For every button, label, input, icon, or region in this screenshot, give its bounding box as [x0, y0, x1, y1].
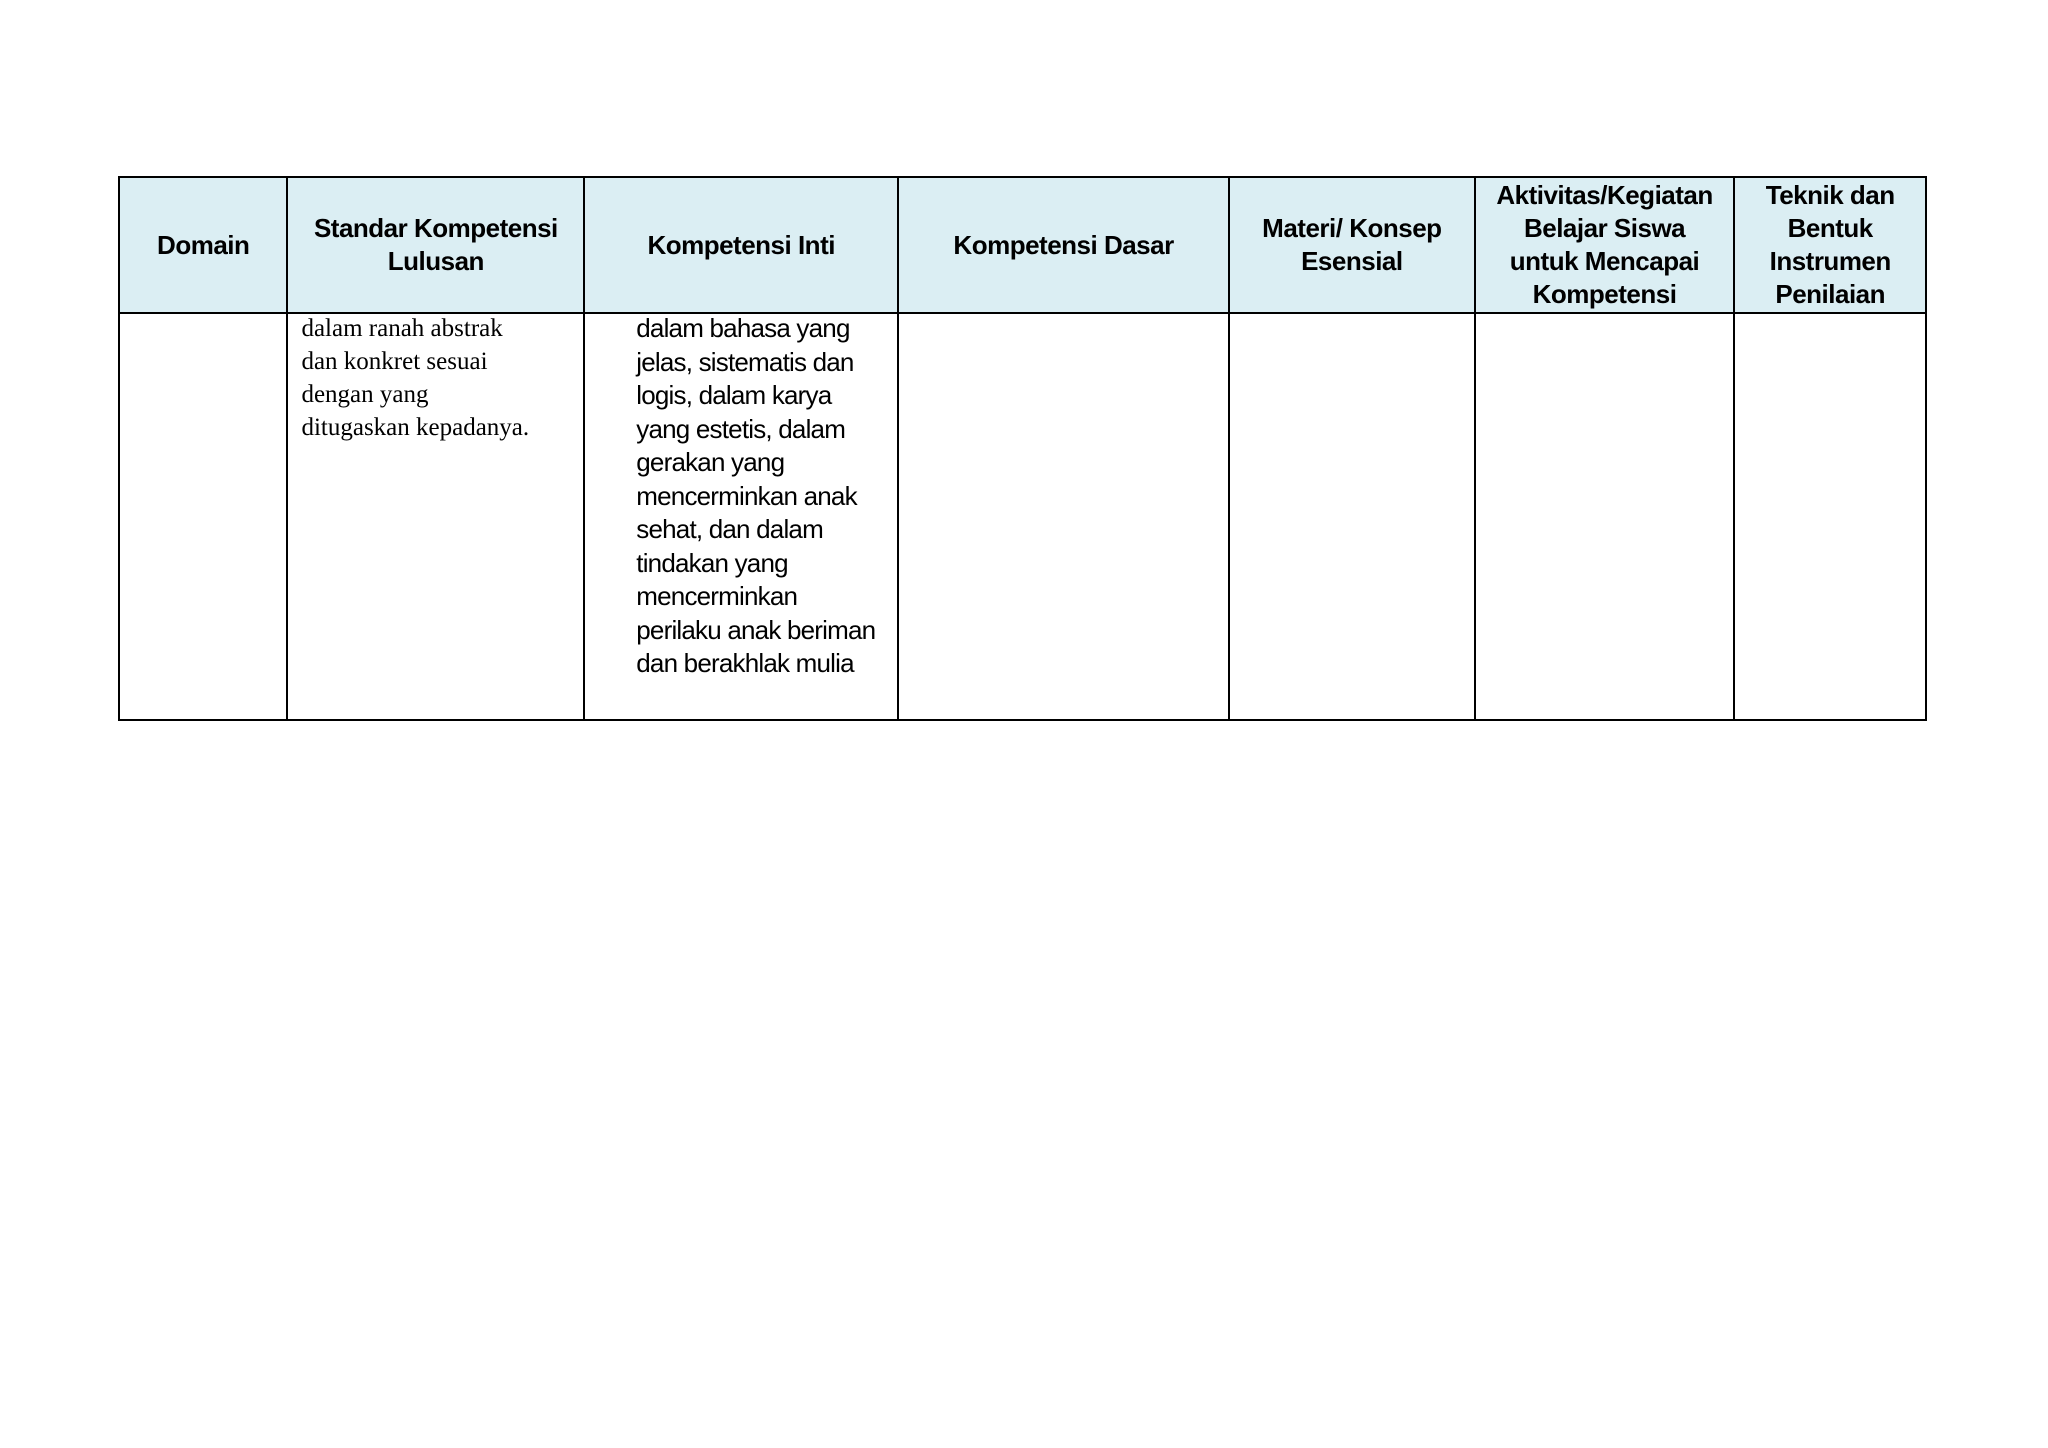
header-teknik-label: Teknik dan Bentuk Instrumen Penilaian	[1765, 180, 1895, 309]
competency-table	[118, 176, 1927, 721]
cell-skl-text: dalam ranah abstrak dan konkret sesuai dengan yang ditugaskan kepadanya.	[301, 315, 530, 441]
table-header	[119, 177, 1926, 313]
header-domain	[119, 177, 287, 313]
header-materi	[1229, 177, 1475, 313]
header-domain-label: Domain	[157, 229, 250, 260]
header-kd	[898, 177, 1229, 313]
header-skl-label: Standar Kompetensi Lulusan	[313, 213, 558, 276]
header-aktivitas-label: Aktivitas/Kegiatan Belajar Siswa untuk Mencapai Kompetensi	[1496, 180, 1713, 309]
header-materi-label: Materi/ Konsep Esensial	[1262, 213, 1442, 276]
header-row	[119, 177, 1926, 313]
cell-skl	[287, 313, 584, 720]
cell-aktivitas	[1475, 313, 1735, 720]
cell-domain	[119, 313, 287, 720]
header-teknik	[1734, 177, 1926, 313]
header-aktivitas	[1475, 177, 1735, 313]
cell-ki-text: dalam bahasa yang jelas, sistematis dan logis, dalam karya yang estetis, dalam gerakan yang mencerminkan anak sehat, dan dalam tindakan yang mencerminkan perilaku anak beriman dan berakhlak mulia	[636, 313, 876, 678]
table-body	[119, 313, 1926, 720]
cell-kd	[898, 313, 1229, 720]
header-ki	[584, 177, 898, 313]
table-row	[119, 313, 1926, 720]
cell-ki	[584, 313, 898, 720]
cell-materi	[1229, 313, 1475, 720]
header-skl	[287, 177, 584, 313]
header-kd-label: Kompetensi Dasar	[953, 229, 1174, 260]
header-ki-label: Kompetensi Inti	[647, 229, 835, 260]
cell-teknik	[1734, 313, 1926, 720]
